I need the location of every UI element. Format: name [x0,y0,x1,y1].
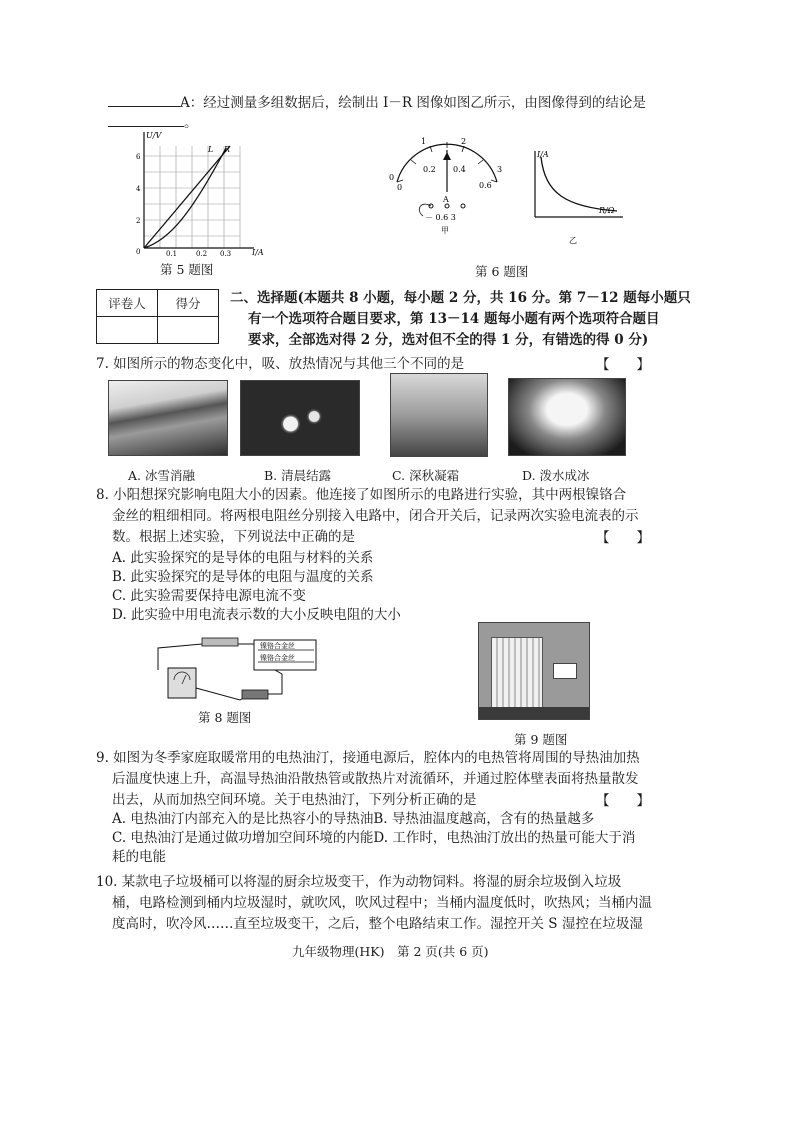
wall-socket [553,663,577,679]
switch [242,690,268,699]
q7-photo-d-water-to-ice [508,378,626,456]
fig5-label-l: L [208,145,214,154]
q8-line3: 数。根据上述实验，下列说法中正确的是 [112,529,355,545]
terminal-3 [461,204,465,208]
dial-lower-04: 0.4 [453,165,466,174]
fig5-x-label: I/A [252,248,264,256]
q9-options-cd[interactable]: C. 电热油汀是通过做功增加空间环境的内能D. 工作时，电热油汀放出的热量可能大于消 [112,830,636,846]
fig5-grid [144,146,240,248]
dial-upper-3: 3 [497,165,503,174]
q8-option-c[interactable]: C. 此实验需要保持电源电流不变 [112,588,306,604]
section2-line2: 有一个选项符合题目要求，第 13－14 题每小题有两个选项符合题目 [248,311,660,327]
score-box-grader-label: 评卷人 [97,290,158,317]
fig6-ir-graph [525,145,630,245]
fig5-label-r: R [224,145,231,154]
ir-curve [541,157,617,211]
q7-photo-a-melting-snow [108,380,228,456]
dial-upper-2: 2 [461,137,467,146]
fig5-ytick-4: 4 [136,185,141,193]
q7-stem: 7. 如图所示的物态变化中，吸、放热情况与其他三个不同的是 [96,356,465,372]
dial-lower-02: 0.2 [423,165,436,174]
q10-line3: 度高时，吹冷风……直至垃圾变干，之后，整个电路结束工作。湿控开关 S 湿控在垃圾湿 [112,916,643,932]
q8-line1: 8. 小阳想探究影响电阻大小的因素。他连接了如图所示的电路进行实验，其中两根镍铬合 [96,487,627,503]
q9-line1: 9. 如图为冬季家庭取暖常用的电热油汀，接通电源后，腔体内的电热管将周围的导热油加热 [96,750,640,766]
q9-line2: 后温度快速上升，高温导热油沿散热管或散热片对流循环，并通过腔体壁表面将热量散发 [112,771,639,787]
q8-option-b[interactable]: B. 此实验探究的是导体的电阻与温度的关系 [112,569,374,585]
ir-y-label: I/A [537,150,549,159]
dial-upper-1: 1 [421,137,427,146]
fig5-caption: 第 5 题图 [160,262,214,277]
answer-blank-2[interactable] [108,112,184,127]
section2-line3: 要求，全部选对得 2 分，选对但不全的得 1 分，有错选的得 0 分) [248,332,649,348]
q9-options-cd-cont: 耗的电能 [112,849,166,865]
q7-option-d[interactable]: D. 泼水成冰 [522,468,590,483]
wire-1-label: 镍铬合金丝 [260,642,295,650]
fig5-xtick-01: 0.1 [166,250,178,256]
q9-line3: 出去，从而加热空间环境。关于电热油汀，下列分析正确的是 [112,792,477,808]
q8-line2: 金丝的粗细相同。将两根电阻丝分别接入电路中，闭合开关后，记录两次实验电流表的示 [112,508,639,524]
fig5-line-r [144,146,230,248]
floor [479,707,589,719]
fig9-caption: 第 9 题图 [514,732,568,747]
fig6-caption: 第 6 题图 [475,264,529,279]
q8-answer-bracket[interactable]: 【 】 [596,530,650,546]
page-footer: 九年级物理(HK) 第 2 页(共 6 页) [292,944,489,959]
fig5-ui-graph [130,128,265,256]
fig9-oil-heater-photo [478,622,590,720]
q7-option-b[interactable]: B. 清晨结露 [264,468,332,483]
wire-2-label: 镍铬合金丝 [260,654,295,662]
fig6-yi-label: 乙 [569,236,577,245]
q6-conclusion-end: 。 [184,115,198,131]
score-box [96,289,219,344]
dial-upper-0: 0 [389,173,395,182]
q7-photo-c-frost [390,373,488,457]
dial-unit: A [443,195,449,204]
fig6-ammeter-dial [385,130,510,235]
q8-option-a[interactable]: A. 此实验探究的是导体的电阻与材料的关系 [112,550,374,566]
q10-line1: 10. 某款电子垃圾桶可以将湿的厨余垃圾变干，作为动物饲料。将湿的厨余垃圾倒入垃圾 [96,874,622,890]
section2-line1: 二、选择题(本题共 8 小题，每小题 2 分，共 16 分。第 7－12 题每小题只 [230,290,691,306]
battery-holder [202,638,238,646]
fig8-caption: 第 8 题图 [198,710,252,725]
fig5-xtick-02: 0.2 [196,250,208,256]
q9-answer-bracket[interactable]: 【 】 [596,793,650,809]
score-cell[interactable] [158,317,219,344]
grader-cell[interactable] [97,317,158,344]
terminal-06 [445,204,449,208]
dial-lower-06: 0.6 [479,181,492,190]
q7-answer-bracket[interactable]: 【 】 [596,357,650,373]
dial-lower-0: 0 [397,183,403,192]
q6-conclusion-label: A：经过测量多组数据后，绘制出 I－R 图像如图乙所示，由图像得到的结论是 [180,95,646,111]
q7-option-a[interactable]: A. 冰雪消融 [128,468,195,483]
score-box-score-label: 得分 [158,290,219,317]
fig8-circuit [150,628,350,708]
terminal-labels: － 0.6 3 [425,213,456,222]
q10-line2: 桶，电路检测到桶内垃圾湿时，就吹风，吹风过程中；当桶内温度低时，吹热风；当桶内温 [112,895,652,911]
q7-option-c[interactable]: C. 深秋凝霜 [392,468,460,483]
q9-options-ab[interactable]: A. 电热油汀内部充入的是比热容小的导热油B. 导热油温度越高，含有的热量越多 [112,811,595,827]
q8-option-d[interactable]: D. 此实验中用电流表示数的大小反映电阻的大小 [112,607,401,623]
ir-x-label: R/Ω [599,206,615,215]
dial-needle-head [443,152,451,160]
fig5-y-label: U/V [146,131,162,140]
fig5-xtick-03: 0.3 [220,250,232,256]
fig5-origin: 0 [136,248,141,256]
fig6-jia-label: 甲 [441,226,449,235]
ammeter [168,668,196,698]
fig5-ytick-6: 6 [136,153,141,161]
answer-blank[interactable] [108,92,180,107]
heater-body [491,637,543,711]
circuit-wire-top [158,644,254,670]
fig5-ytick-2: 2 [136,217,141,225]
q6-conclusion-line [108,92,646,114]
q7-photo-b-dew [240,380,360,456]
